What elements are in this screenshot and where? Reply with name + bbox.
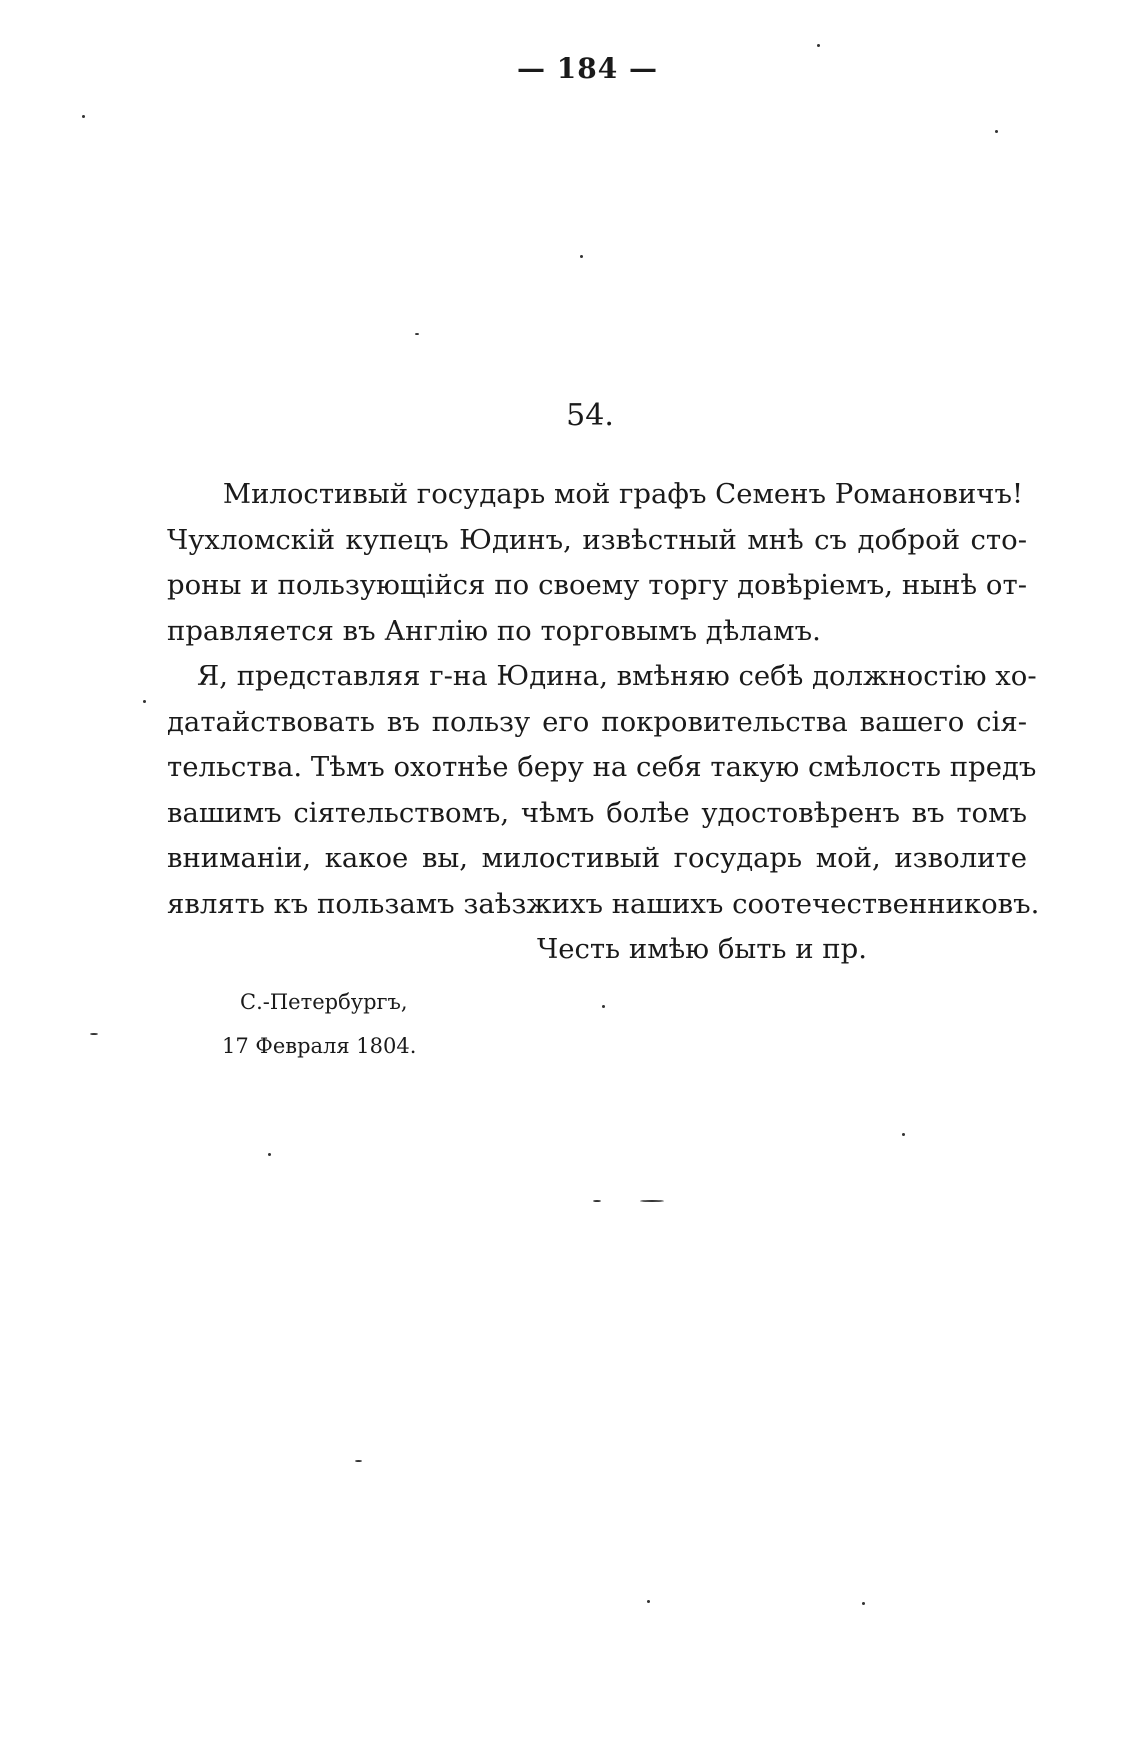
scan-speck [268,1153,271,1156]
paragraph-line: вниманіи, какое вы, милостивый государь мой, изволите [167,842,1027,874]
letter-number: 54. [566,398,614,433]
scan-speck [415,333,419,335]
paragraph-line: являть къ пользамъ заѣзжихъ нашихъ соотечественниковъ. [167,887,1040,920]
paragraph-line: датайствовать въ пользу его покровительства вашего сія- [167,705,1027,738]
letter-body [167,472,1040,973]
scan-speck [82,115,85,118]
paragraph-line: правляется въ Англію по торговымъ дѣламъ. [167,614,821,647]
scan-speck [143,700,146,703]
paragraph-line: тельства. Тѣмъ охотнѣе беру на себя такую смѣлость предъ [167,751,1037,783]
scan-speck [995,130,998,133]
place-and-date [222,980,416,1068]
page-number: — 184 — [517,52,658,85]
scan-speck [355,1460,362,1462]
salutation: Милостивый государь мой графъ Семенъ Романовичъ! [222,478,1023,510]
scan-speck [602,1005,605,1008]
scan-speck [862,1602,865,1605]
closing-formula: Честь имѣю быть и пр. [537,933,867,965]
paragraph-line: вашимъ сіятельствомъ, чѣмъ болѣе удостовѣренъ въ томъ [167,796,1027,829]
scan-speck [902,1133,905,1136]
scan-speck [90,1033,98,1035]
scan-speck [580,255,583,258]
scan-speck [593,1200,601,1202]
paragraph-line: роны и пользующійся по своему торгу довѣріемъ, нынѣ от- [167,569,1027,601]
scan-speck [817,44,820,47]
paragraph-line: Я, представляя г-на Юдина, вмѣняю себѣ должностію хо- [197,660,1037,692]
date: 17 Февраля 1804. [222,1034,417,1058]
place: С.-Петербургъ, [240,990,408,1014]
scan-speck [640,1200,664,1202]
paragraph-line: Чухломскій купецъ Юдинъ, извѣстный мнѣ съ доброй сто- [167,523,1027,556]
scan-speck [647,1600,650,1603]
